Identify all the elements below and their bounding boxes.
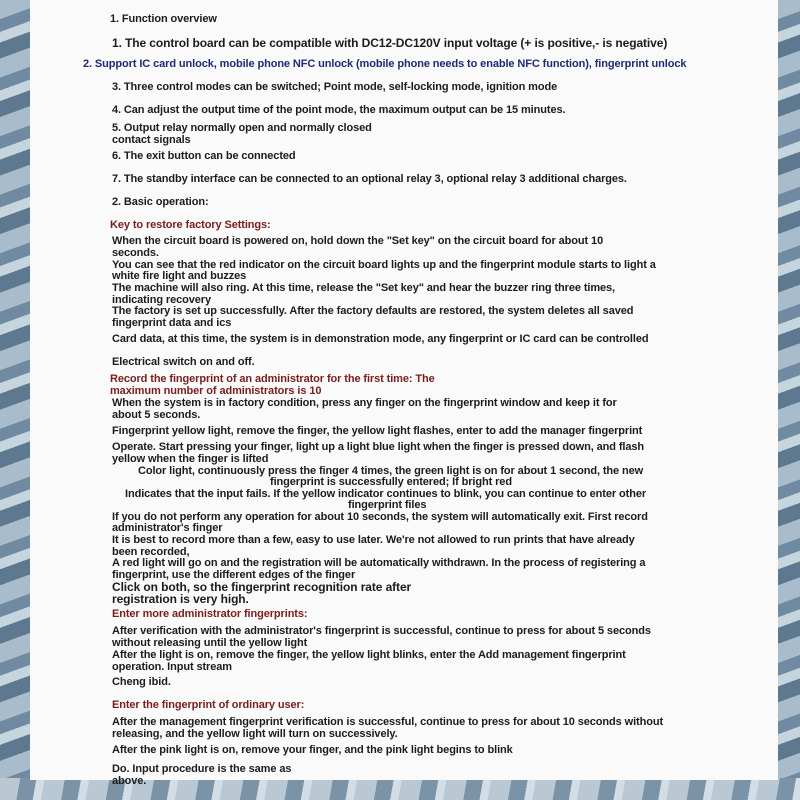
function-item-2: 2. Support IC card unlock, mobile phone NFC unlock (mobile phone needs to enable NFC function), fingerprint unlock	[83, 58, 687, 70]
ordinary-user-line: After the pink light is on, remove your finger, and the pink light begins to blink	[112, 744, 513, 756]
background-photo-right	[778, 0, 800, 800]
document-sheet	[30, 0, 778, 787]
admin-first-line: Fingerprint yellow light, remove the finger, the yellow light flashes, enter to add the manager fingerprint	[112, 425, 643, 437]
function-item-4: 4. Can adjust the output time of the point mode, the maximum output can be 15 minutes.	[112, 104, 566, 116]
admin-first-line: fingerprint, use the different edges of the finger	[112, 569, 356, 581]
function-item-6: 6. The exit button can be connected	[112, 150, 296, 162]
admin-more-line: After the light is on, remove the finger, the yellow light blinks, enter the Add management fingerprint	[112, 649, 626, 661]
ordinary-user-line: Do. Input procedure is the same as	[112, 763, 292, 775]
admin-more-line: without releasing until the yellow light	[112, 637, 308, 649]
admin-first-line: When the system is in factory condition, press any finger on the fingerprint window and keep it for	[112, 397, 617, 409]
function-item-5-cont: contact signals	[112, 134, 191, 146]
function-item-3: 3. Three control modes can be switched; Point mode, self-locking mode, ignition mode	[112, 81, 558, 93]
factory-reset-heading: Key to restore factory Settings:	[110, 219, 271, 231]
factory-reset-line: seconds.	[112, 247, 159, 259]
factory-reset-line: When the circuit board is powered on, hold down the "Set key" on the circuit board for about 10	[112, 235, 604, 247]
admin-more-line: Cheng ibid.	[112, 676, 171, 688]
function-item-1: 1. The control board can be compatible with DC12-DC120V input voltage (+ is positive,- is negative)	[112, 36, 668, 50]
ordinary-user-line: above.	[112, 775, 147, 787]
admin-more-heading: Enter more administrator fingerprints:	[112, 608, 308, 620]
admin-first-line: Operate. Start pressing your finger, light up a light blue light when the finger is pressed down, and flash	[112, 441, 645, 453]
admin-first-line: If you do not perform any operation for about 10 seconds, the system will automatically exit. First record	[112, 511, 648, 523]
admin-first-line: been recorded,	[112, 546, 190, 558]
factory-reset-line: You can see that the red indicator on the circuit board lights up and the fingerprint module starts to light a	[112, 259, 656, 271]
ordinary-user-line: releasing, and the yellow light will turn on successively.	[112, 728, 398, 740]
factory-reset-line: Card data, at this time, the system is in demonstration mode, any fingerprint or IC card can be controlled	[112, 333, 649, 345]
admin-first-line: Color light, continuously press the finger 4 times, the green light is on for about 1 second, the new	[138, 465, 644, 477]
function-item-5: 5. Output relay normally open and normally closed	[112, 122, 372, 134]
admin-first-line: yellow when the finger is lifted	[112, 453, 269, 465]
factory-reset-line: white fire light and buzzes	[112, 270, 247, 282]
factory-reset-line: fingerprint data and ics	[112, 317, 232, 329]
admin-more-line: After verification with the administrator's fingerprint is successful, continue to press for about 5 seconds	[112, 625, 651, 637]
factory-reset-line: The machine will also ring. At this time, release the "Set key" and hear the buzzer ring three times,	[112, 282, 616, 294]
admin-first-heading: Record the fingerprint of an administrator for the first time: The	[110, 373, 435, 385]
admin-first-line: fingerprint files	[348, 499, 427, 511]
admin-first-line: about 5 seconds.	[112, 409, 201, 421]
function-item-7: 7. The standby interface can be connected to an optional relay 3, optional relay 3 additional charges.	[112, 173, 627, 185]
admin-first-line: fingerprint is successfully entered; If bright red	[270, 476, 512, 488]
factory-reset-line: The factory is set up successfully. After the factory defaults are restored, the system deletes all saved	[112, 305, 634, 317]
factory-reset-line: Electrical switch on and off.	[112, 356, 255, 368]
admin-first-line: registration is very high.	[112, 592, 249, 606]
ordinary-user-heading: Enter the fingerprint of ordinary user:	[112, 699, 305, 711]
admin-first-line: administrator's finger	[112, 522, 223, 534]
admin-more-line: operation. Input stream	[112, 661, 232, 673]
admin-first-line: Indicates that the input fails. If the yellow indicator continues to blink, you can continue to enter other	[125, 488, 647, 500]
basic-operation-heading: 2. Basic operation:	[112, 196, 209, 208]
factory-reset-line: indicating recovery	[112, 294, 211, 306]
admin-first-heading-cont: maximum number of administrators is 10	[110, 385, 322, 397]
ordinary-user-line: After the management fingerprint verification is successful, continue to press for about 10 seconds without	[112, 716, 664, 728]
admin-first-line: Click on both, so the fingerprint recognition rate after	[112, 580, 412, 594]
admin-first-line: It is best to record more than a few, easy to use later. We're not allowed to run prints that have already	[112, 534, 635, 546]
function-overview-heading: 1. Function overview	[110, 13, 217, 25]
admin-first-line: A red light will go on and the registration will be automatically withdrawn. In the process of registering a	[112, 557, 646, 569]
